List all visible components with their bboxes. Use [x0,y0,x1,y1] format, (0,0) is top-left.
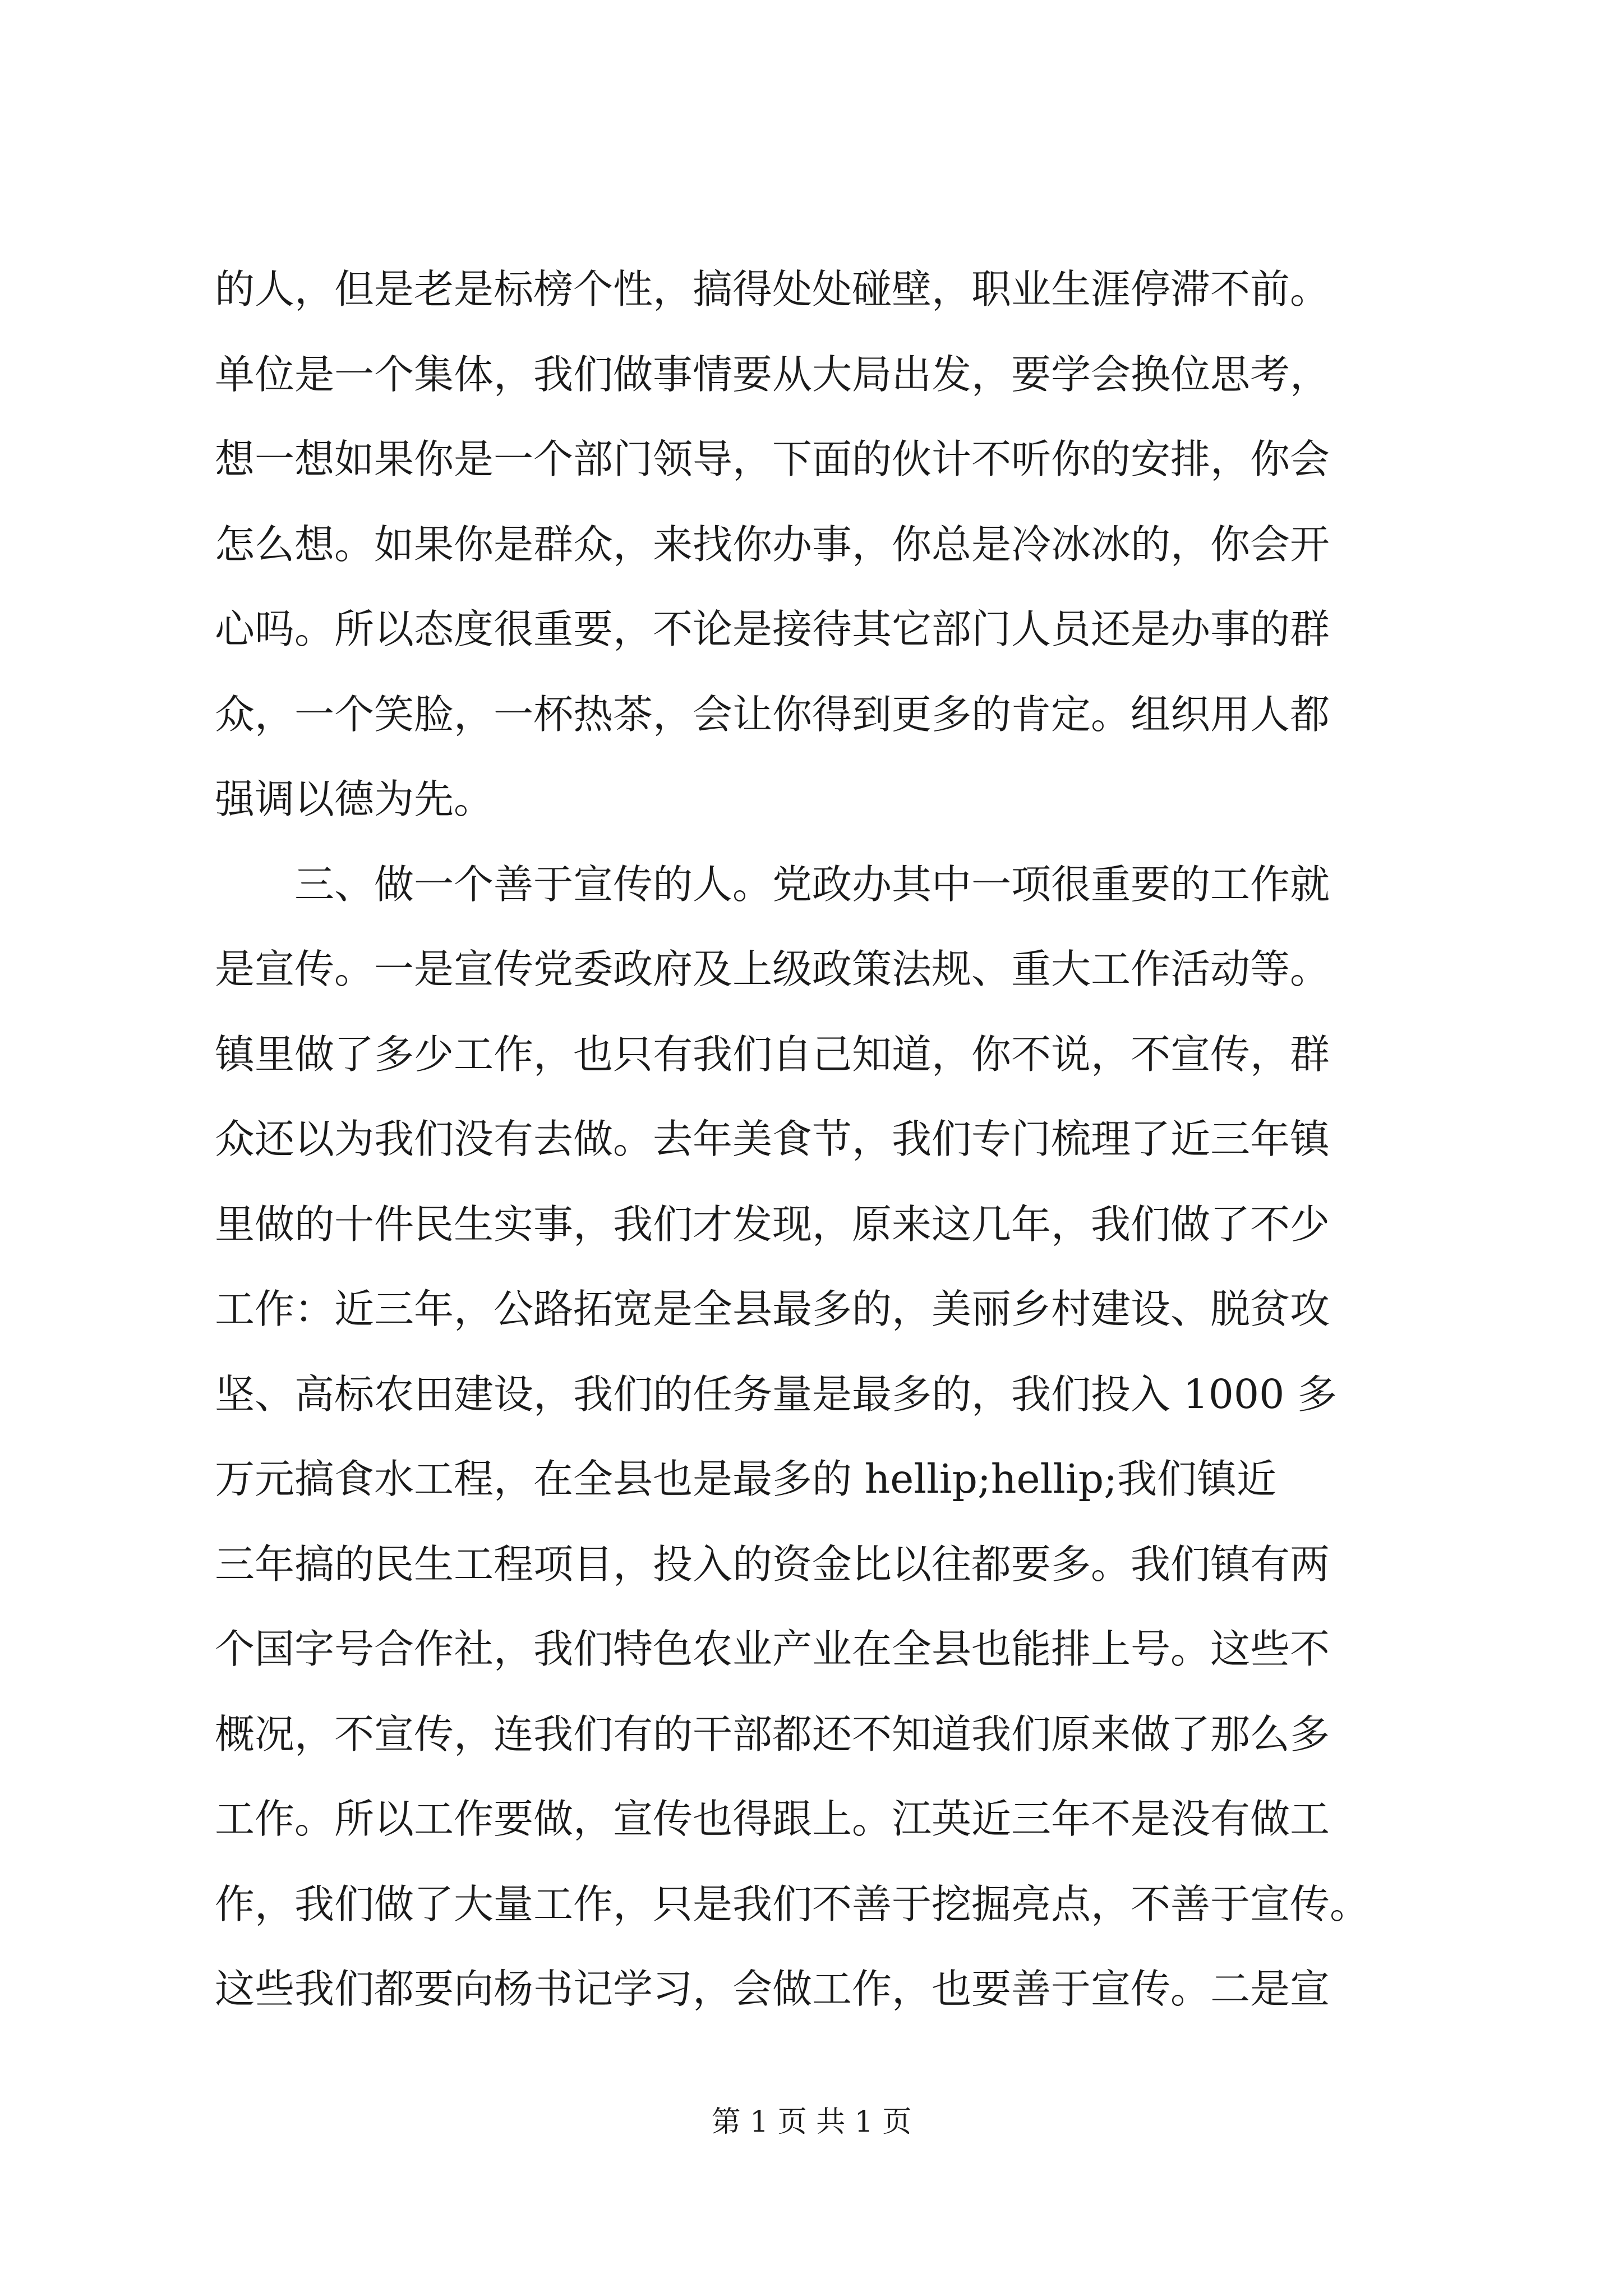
body-text [215,247,1421,2032]
text-line: 坚、高标农田建设，我们的任务量是最多的，我们投入 1000 多 [215,1370,1337,1418]
text-line: 的人，但是老是标榜个性，搞得处处碰壁，职业生涯停滞不前。 [215,266,1330,312]
text-line: 心吗。所以态度很重要，不论是接待其它部门人员还是办事的群 [215,606,1330,652]
page-number-footer: 第 1 页 共 1 页 [711,2105,912,2139]
text-line: 镇里做了多少工作，也只有我们自己知道，你不说，不宣传，群 [215,1030,1330,1078]
text-line: 强调以德为先。 [215,776,494,822]
text-line: 万元搞食水工程，在全县也是最多的 hellip;hellip;我们镇近 [215,1456,1277,1502]
text-line: 工作：近三年，公路拓宽是全县最多的，美丽乡村建设、脱贫攻 [215,1286,1330,1332]
text-line: 三年搞的民生工程项目，投入的资金比以往都要多。我们镇有两 [215,1540,1330,1588]
text-line: 单位是一个集体，我们做事情要从大局出发，要学会换位思考， [215,351,1330,398]
text-line: 作，我们做了大量工作，只是我们不善于挖掘亮点，不善于宣传。 [215,1880,1370,1927]
text-line: 怎么想。如果你是群众，来找你办事，你总是冷冰冰的，你会开 [215,521,1330,568]
text-line: 众还以为我们没有去做。去年美食节，我们专门梳理了近三年镇 [215,1116,1330,1162]
text-line: 众，一个笑脸，一杯热茶，会让你得到更多的肯定。组织用人都 [215,691,1330,738]
text-line: 是宣传。一是宣传党委政府及上级政策法规、重大工作活动等。 [215,946,1330,992]
text-line: 工作。所以工作要做，宣传也得跟上。江英近三年不是没有做工 [215,1796,1330,1842]
text-line: 里做的十件民生实事，我们才发现，原来这几年，我们做了不少 [215,1200,1330,1248]
text-line: 概况，不宣传，连我们有的干部都还不知道我们原来做了那么多 [215,1710,1330,1757]
text-line: 想一想如果你是一个部门领导，下面的伙计不听你的安排，你会 [215,436,1330,482]
text-line: 三、做一个善于宣传的人。党政办其中一项很重要的工作就 [215,861,1330,908]
text-line: 这些我们都要向杨书记学习，会做工作，也要善于宣传。二是宣 [215,1966,1330,2012]
text-line: 个国字号合作社，我们特色农业产业在全县也能排上号。这些不 [215,1626,1330,1672]
